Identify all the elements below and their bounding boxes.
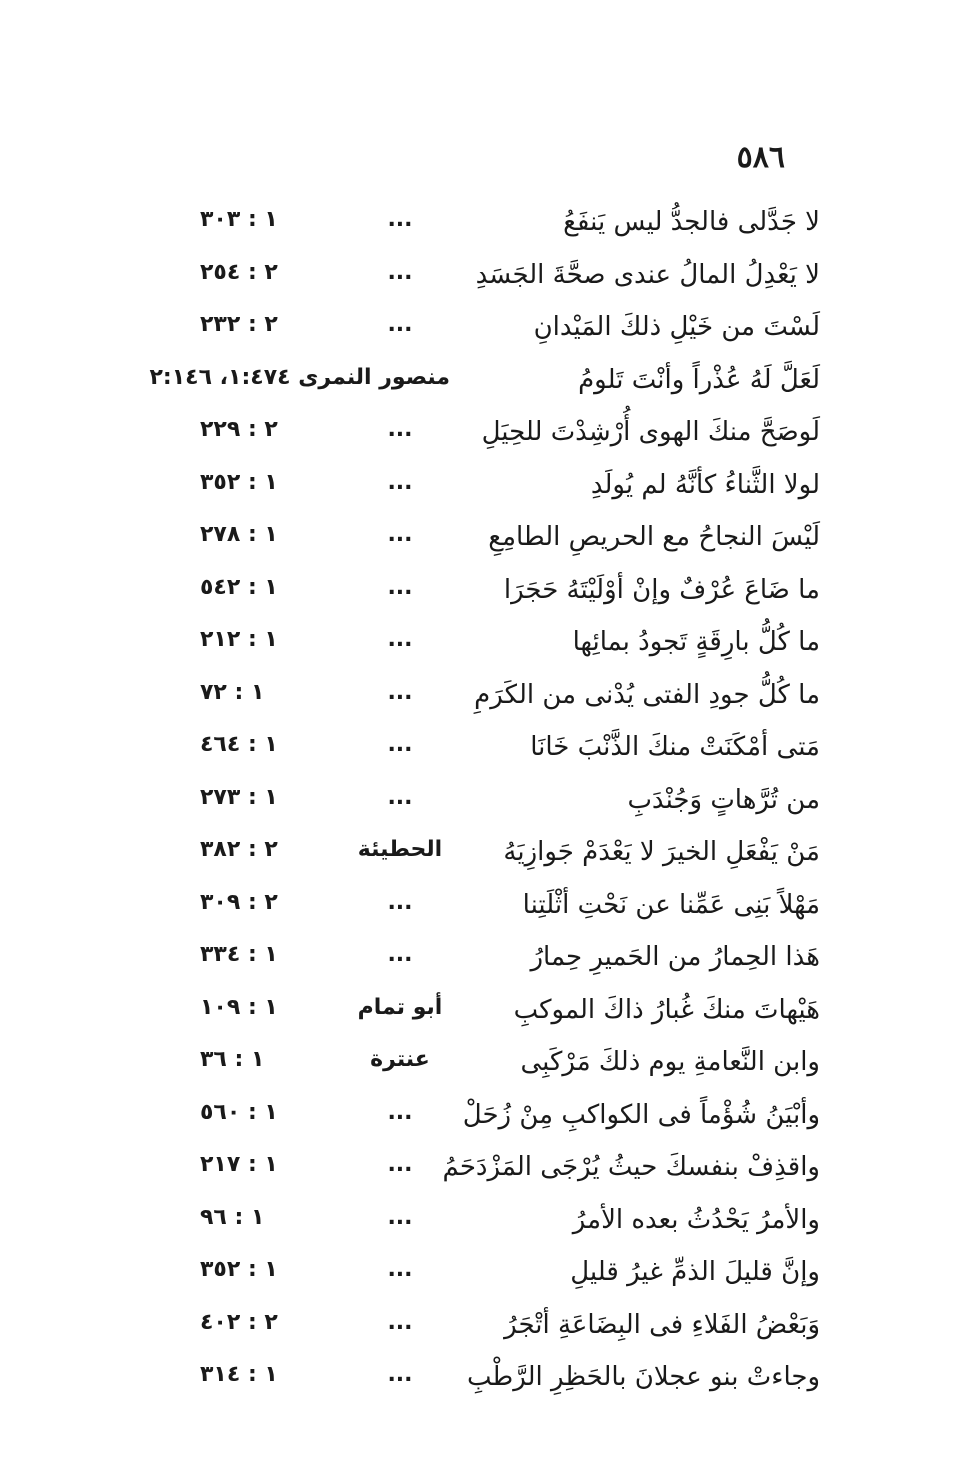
index-row bbox=[150, 256, 820, 309]
attribution: ... bbox=[387, 1309, 413, 1335]
verse-text: ما ضَاعَ عُرْفٌ وإنْ أوْلَيْتَهُ حَجَرَا bbox=[503, 574, 820, 605]
index-row bbox=[150, 571, 820, 624]
verse-text: ما كُلُّ بارِقَةٍ تَجودُ بمائِها bbox=[572, 627, 820, 657]
verse-text: واقذِفْ بنفسكَ حيثُ يُرْجَى المَزْدَحَمُ bbox=[442, 1152, 820, 1182]
attribution: الحطيئة bbox=[357, 837, 443, 862]
attribution: ... bbox=[387, 679, 413, 705]
index-row bbox=[150, 623, 820, 676]
verse-text: لَعَلَّ لَهُ عُذْراً وأنْتَ تَلومُ bbox=[578, 364, 820, 395]
verse-text: وجاءتْ بنو عجلانَ بالحَظِرِ الرَّطْبِ bbox=[467, 1362, 820, 1392]
index-row bbox=[150, 1043, 820, 1096]
verse-text: لا يَعْدِلُ المالُ عندى صحَّةَ الجَسَدِ bbox=[475, 259, 820, 290]
volume-page-ref: ١ : ٢١٧ bbox=[200, 1152, 278, 1177]
attribution: ... bbox=[387, 259, 413, 285]
attribution: ... bbox=[387, 784, 413, 810]
index-row bbox=[150, 886, 820, 939]
verse-text: هَيْهاتَ منكَ غُبارُ ذاكَ الموكبِ bbox=[513, 994, 820, 1025]
index-row bbox=[150, 1253, 820, 1306]
attribution: أبو تمام bbox=[357, 994, 443, 1020]
volume-page-ref: ١ : ٢٧٣ bbox=[200, 784, 278, 810]
volume-page-ref: ١ : ٣٥٢ bbox=[200, 469, 278, 495]
attribution: ... bbox=[387, 732, 413, 757]
index-row bbox=[150, 466, 820, 519]
volume-page-ref: ٢ : ٤٠٢ bbox=[200, 1309, 278, 1335]
volume-page-ref: ١ : ٤٦٤ bbox=[200, 732, 278, 757]
verse-text: وإنَّ قليلَ الذمِّ غيرُ قليلِ bbox=[570, 1257, 820, 1287]
volume-page-ref: ٢ : ٢٥٤ bbox=[200, 259, 278, 285]
verse-text: هَذا الحِمارُ من الحَميرِ حِمارُ bbox=[530, 942, 820, 972]
index-row bbox=[150, 518, 820, 571]
verse-text: من تُرَّهاتٍ وَجُنْدَبِ bbox=[627, 784, 820, 815]
volume-page-ref: ١ : ٣٠٣ bbox=[200, 207, 278, 232]
attribution: ... bbox=[387, 417, 413, 442]
volume-page-ref: ١ : ٢١٢ bbox=[200, 627, 278, 652]
page-number: ٥٨٦ bbox=[736, 140, 785, 175]
verse-text: لَيْسَ النجاحُ مع الحريصِ الطامِعِ bbox=[488, 522, 820, 552]
attribution: ... bbox=[387, 1362, 413, 1387]
attribution: ... bbox=[387, 469, 413, 495]
verse-index-list bbox=[150, 203, 820, 1411]
attribution: ... bbox=[387, 627, 413, 652]
volume-page-ref: ٢ : ٢٣٢ bbox=[200, 312, 278, 337]
index-row bbox=[150, 1148, 820, 1201]
volume-page-ref: ٢ : ٢٢٩ bbox=[200, 417, 278, 442]
volume-page-ref: ١ : ١٠٩ bbox=[200, 994, 278, 1020]
volume-page-ref: ١ : ٣٣٤ bbox=[200, 942, 278, 967]
index-row bbox=[150, 728, 820, 781]
volume-page-ref: ١ : ٧٢ bbox=[200, 679, 265, 705]
attribution: ... bbox=[387, 1152, 413, 1177]
verse-text: لا جَدَّلى فالجدُّ ليس يَنفَعُ bbox=[563, 207, 820, 237]
attribution: ... bbox=[387, 574, 413, 600]
index-row bbox=[150, 833, 820, 886]
verse-text: لولا الثَّناءُ كأنَّهُ لم يُولَدِ bbox=[590, 469, 820, 500]
verse-text: مَنْ يَفْعَلِ الخيرَ لا يَعْدَمْ جَوازِيَهُ bbox=[503, 837, 820, 867]
index-row bbox=[150, 1096, 820, 1149]
index-row bbox=[150, 1306, 820, 1359]
attribution: ... bbox=[387, 522, 413, 547]
volume-page-ref: ١ : ٥٤٢ bbox=[200, 574, 278, 600]
verse-text: والأمرُ يَحْدُثُ بعده الأمرُ bbox=[572, 1204, 820, 1235]
attribution: ... bbox=[387, 207, 413, 232]
index-row bbox=[150, 361, 820, 414]
attribution: منصور النمرى ١:٤٧٤، ٢:١٤٦ bbox=[149, 364, 450, 390]
attribution: ... bbox=[387, 942, 413, 967]
verse-text: مَهْلاً بَنِى عَمِّنا عن نَحْتِ أثْلَتِنا bbox=[522, 889, 820, 920]
attribution: ... bbox=[387, 1099, 413, 1125]
attribution: عنترة bbox=[370, 1047, 430, 1072]
attribution: ... bbox=[387, 312, 413, 337]
verse-text: مَتى أمْكَنَتْ منكَ الذَّنْبَ خَانَا bbox=[530, 732, 820, 762]
verse-text: وأبْيَنُ شُؤْماً فى الكواكبِ مِنْ زُحَلْ bbox=[462, 1099, 820, 1130]
index-row bbox=[150, 1358, 820, 1411]
index-row bbox=[150, 781, 820, 834]
verse-text: لَسْتَ من خَيْلِ ذلكَ المَيْدانِ bbox=[533, 312, 820, 342]
index-row bbox=[150, 991, 820, 1044]
verse-text: وَبَعْضُ الفَلاءِ فى البِضَاعَةِ أتْجَرُ bbox=[504, 1309, 820, 1340]
index-row bbox=[150, 938, 820, 991]
volume-page-ref: ٢ : ٣٠٩ bbox=[200, 889, 278, 915]
index-row bbox=[150, 413, 820, 466]
attribution: ... bbox=[387, 1204, 413, 1230]
volume-page-ref: ٢ : ٣٨٢ bbox=[200, 837, 278, 862]
index-row bbox=[150, 1201, 820, 1254]
verse-text: لَوصَحَّ منكَ الهوى أُرْشِدْتَ للحِيَلِ bbox=[481, 417, 820, 447]
attribution: ... bbox=[387, 889, 413, 915]
index-row bbox=[150, 676, 820, 729]
volume-page-ref: ١ : ٣٦ bbox=[200, 1047, 265, 1072]
volume-page-ref: ١ : ٣١٤ bbox=[200, 1362, 278, 1387]
index-row bbox=[150, 308, 820, 361]
verse-text: ما كُلُّ جودِ الفتى يُدْنى من الكَرَمِ bbox=[474, 679, 820, 710]
verse-text: وابن النَّعامةِ يوم ذلكَ مَرْكَبِى bbox=[520, 1047, 820, 1077]
volume-page-ref: ١ : ٢٧٨ bbox=[200, 522, 278, 547]
volume-page-ref: ١ : ٩٦ bbox=[200, 1204, 265, 1230]
volume-page-ref: ١ : ٣٥٢ bbox=[200, 1257, 278, 1282]
volume-page-ref: ١ : ٥٦٠ bbox=[200, 1099, 278, 1125]
attribution: ... bbox=[387, 1257, 413, 1282]
index-row bbox=[150, 203, 820, 256]
